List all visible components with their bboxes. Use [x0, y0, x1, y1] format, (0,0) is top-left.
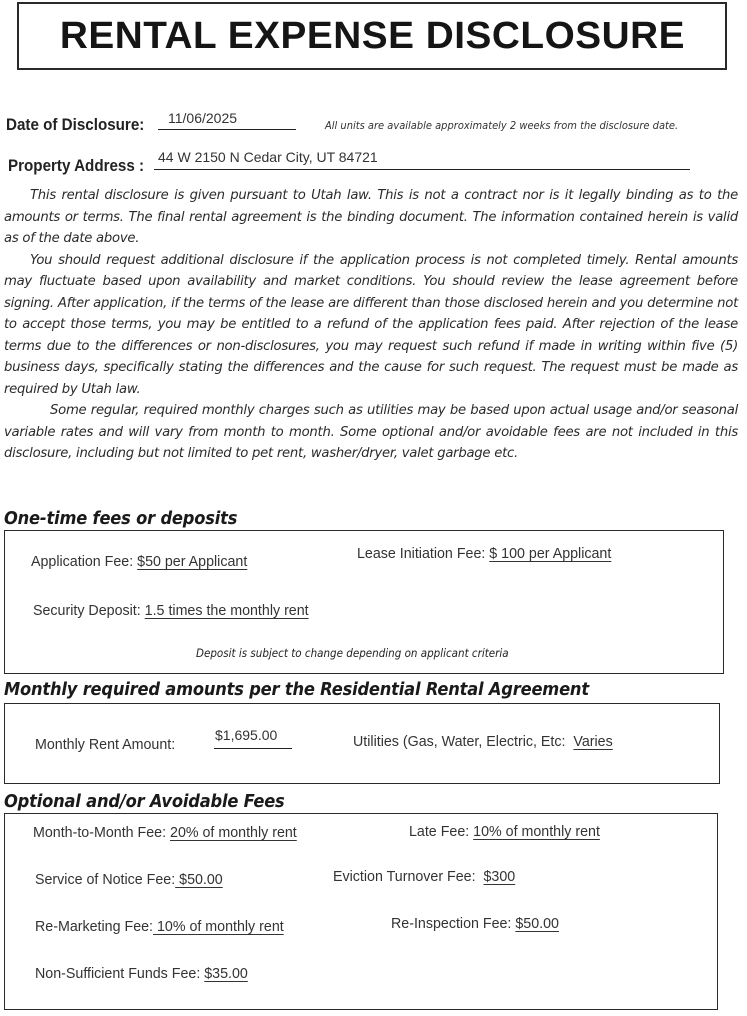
lease-initiation-fee-value[interactable]: $ 100 per Applicant — [489, 545, 612, 562]
monthly-heading: Monthly required amounts per the Residential Rental Agreement — [4, 680, 589, 700]
security-deposit — [33, 602, 309, 619]
paragraph-legal-notice: This rental disclosure is given pursuant to Utah law. This is not a contract nor is it legally binding as to the amounts or terms. The final rental agreement is the binding document. The information contained herein is valid as of the date above. — [4, 188, 738, 246]
nsf-fee-label: Non-Sufficient Funds Fee: — [35, 965, 205, 982]
lease-initiation-fee — [357, 545, 611, 562]
application-fee-label: Application Fee: — [31, 553, 138, 570]
month-to-month-fee-value[interactable]: 20% of monthly rent — [170, 824, 297, 841]
availability-note: All units are available approximately 2 weeks from the disclosure date. — [325, 119, 679, 132]
security-deposit-label: Security Deposit: — [33, 602, 145, 619]
re-inspection-fee-label: Re-Inspection Fee: — [391, 915, 516, 932]
application-fee — [31, 553, 247, 570]
month-to-month-fee-label: Month-to-Month Fee: — [33, 824, 171, 841]
late-fee — [409, 823, 600, 840]
date-value[interactable]: 11/06/2025 — [168, 110, 238, 126]
eviction-turnover-fee — [333, 868, 515, 885]
re-marketing-fee-value[interactable]: 10% of monthly rent — [153, 918, 284, 935]
monthly-rent-underline — [214, 748, 292, 749]
eviction-turnover-fee-label: Eviction Turnover Fee: — [333, 868, 484, 885]
month-to-month-fee — [33, 824, 297, 841]
date-label: Date of Disclosure: — [6, 116, 145, 134]
re-marketing-fee — [35, 918, 284, 935]
title-box — [17, 2, 727, 70]
monthly-rent-label: Monthly Rent Amount: — [35, 736, 176, 753]
re-marketing-fee-label: Re-Marketing Fee: — [35, 918, 154, 935]
security-deposit-value[interactable]: 1.5 times the monthly rent — [144, 602, 309, 619]
nsf-fee-value[interactable]: $35.00 — [204, 965, 248, 982]
paragraph-refund-rights: You should request additional disclosure if the application process is not completed timely. Rental amounts may fluctuate based upon availability and market conditions. You should review the lease agreement before signing. After application, if the terms of the lease are different than those disclosed herein and you determine not to accept those terms, you may be entitled to a refund of the application fees paid. After rejection of the lease terms due to the differences or non-disclosures, you may request such refund if made in writing within five (5) business days, specifically stating the differences and the cause for such request. The request must be made as required by Utah law. — [4, 252, 738, 397]
monthly-rent-value[interactable]: $1,695.00 — [215, 727, 278, 743]
nsf-fee — [35, 965, 248, 982]
eviction-turnover-fee-value[interactable]: $300 — [483, 868, 516, 885]
document-title: RENTAL EXPENSE DISCLOSURE — [59, 14, 685, 57]
address-value[interactable]: 44 W 2150 N Cedar City, UT 84721 — [158, 149, 378, 165]
application-fee-value[interactable]: $50 per Applicant — [137, 553, 248, 570]
disclosure-text — [4, 185, 738, 465]
utilities-label: Utilities (Gas, Water, Electric, Etc: — [353, 733, 574, 750]
lease-initiation-fee-label: Lease Initiation Fee: — [357, 545, 490, 562]
address-label: Property Address : — [8, 157, 145, 175]
service-of-notice-fee-label: Service of Notice Fee: — [35, 871, 176, 888]
optional-heading: Optional and/or Avoidable Fees — [4, 792, 285, 812]
late-fee-value[interactable]: 10% of monthly rent — [473, 823, 600, 840]
deposit-note: Deposit is subject to change depending on applicant criteria — [196, 646, 509, 660]
utilities-value[interactable]: Varies — [573, 733, 613, 750]
re-inspection-fee — [391, 915, 559, 932]
service-of-notice-fee-value[interactable]: $50.00 — [175, 871, 223, 888]
one-time-heading: One-time fees or deposits — [4, 509, 238, 529]
late-fee-label: Late Fee: — [409, 823, 474, 840]
paragraph-variable-charges: Some regular, required monthly charges such as utilities may be based upon actual usage and/or seasonal variable rates and will vary from month to month. Some optional and/or avoidable fees are not included in this disclosure, including but not limited to pet rent, washer/dryer, valet garbage etc. — [4, 403, 738, 461]
re-inspection-fee-value[interactable]: $50.00 — [515, 915, 559, 932]
utilities — [353, 733, 613, 750]
service-of-notice-fee — [35, 871, 223, 888]
date-underline — [158, 129, 296, 130]
address-underline — [154, 169, 690, 170]
